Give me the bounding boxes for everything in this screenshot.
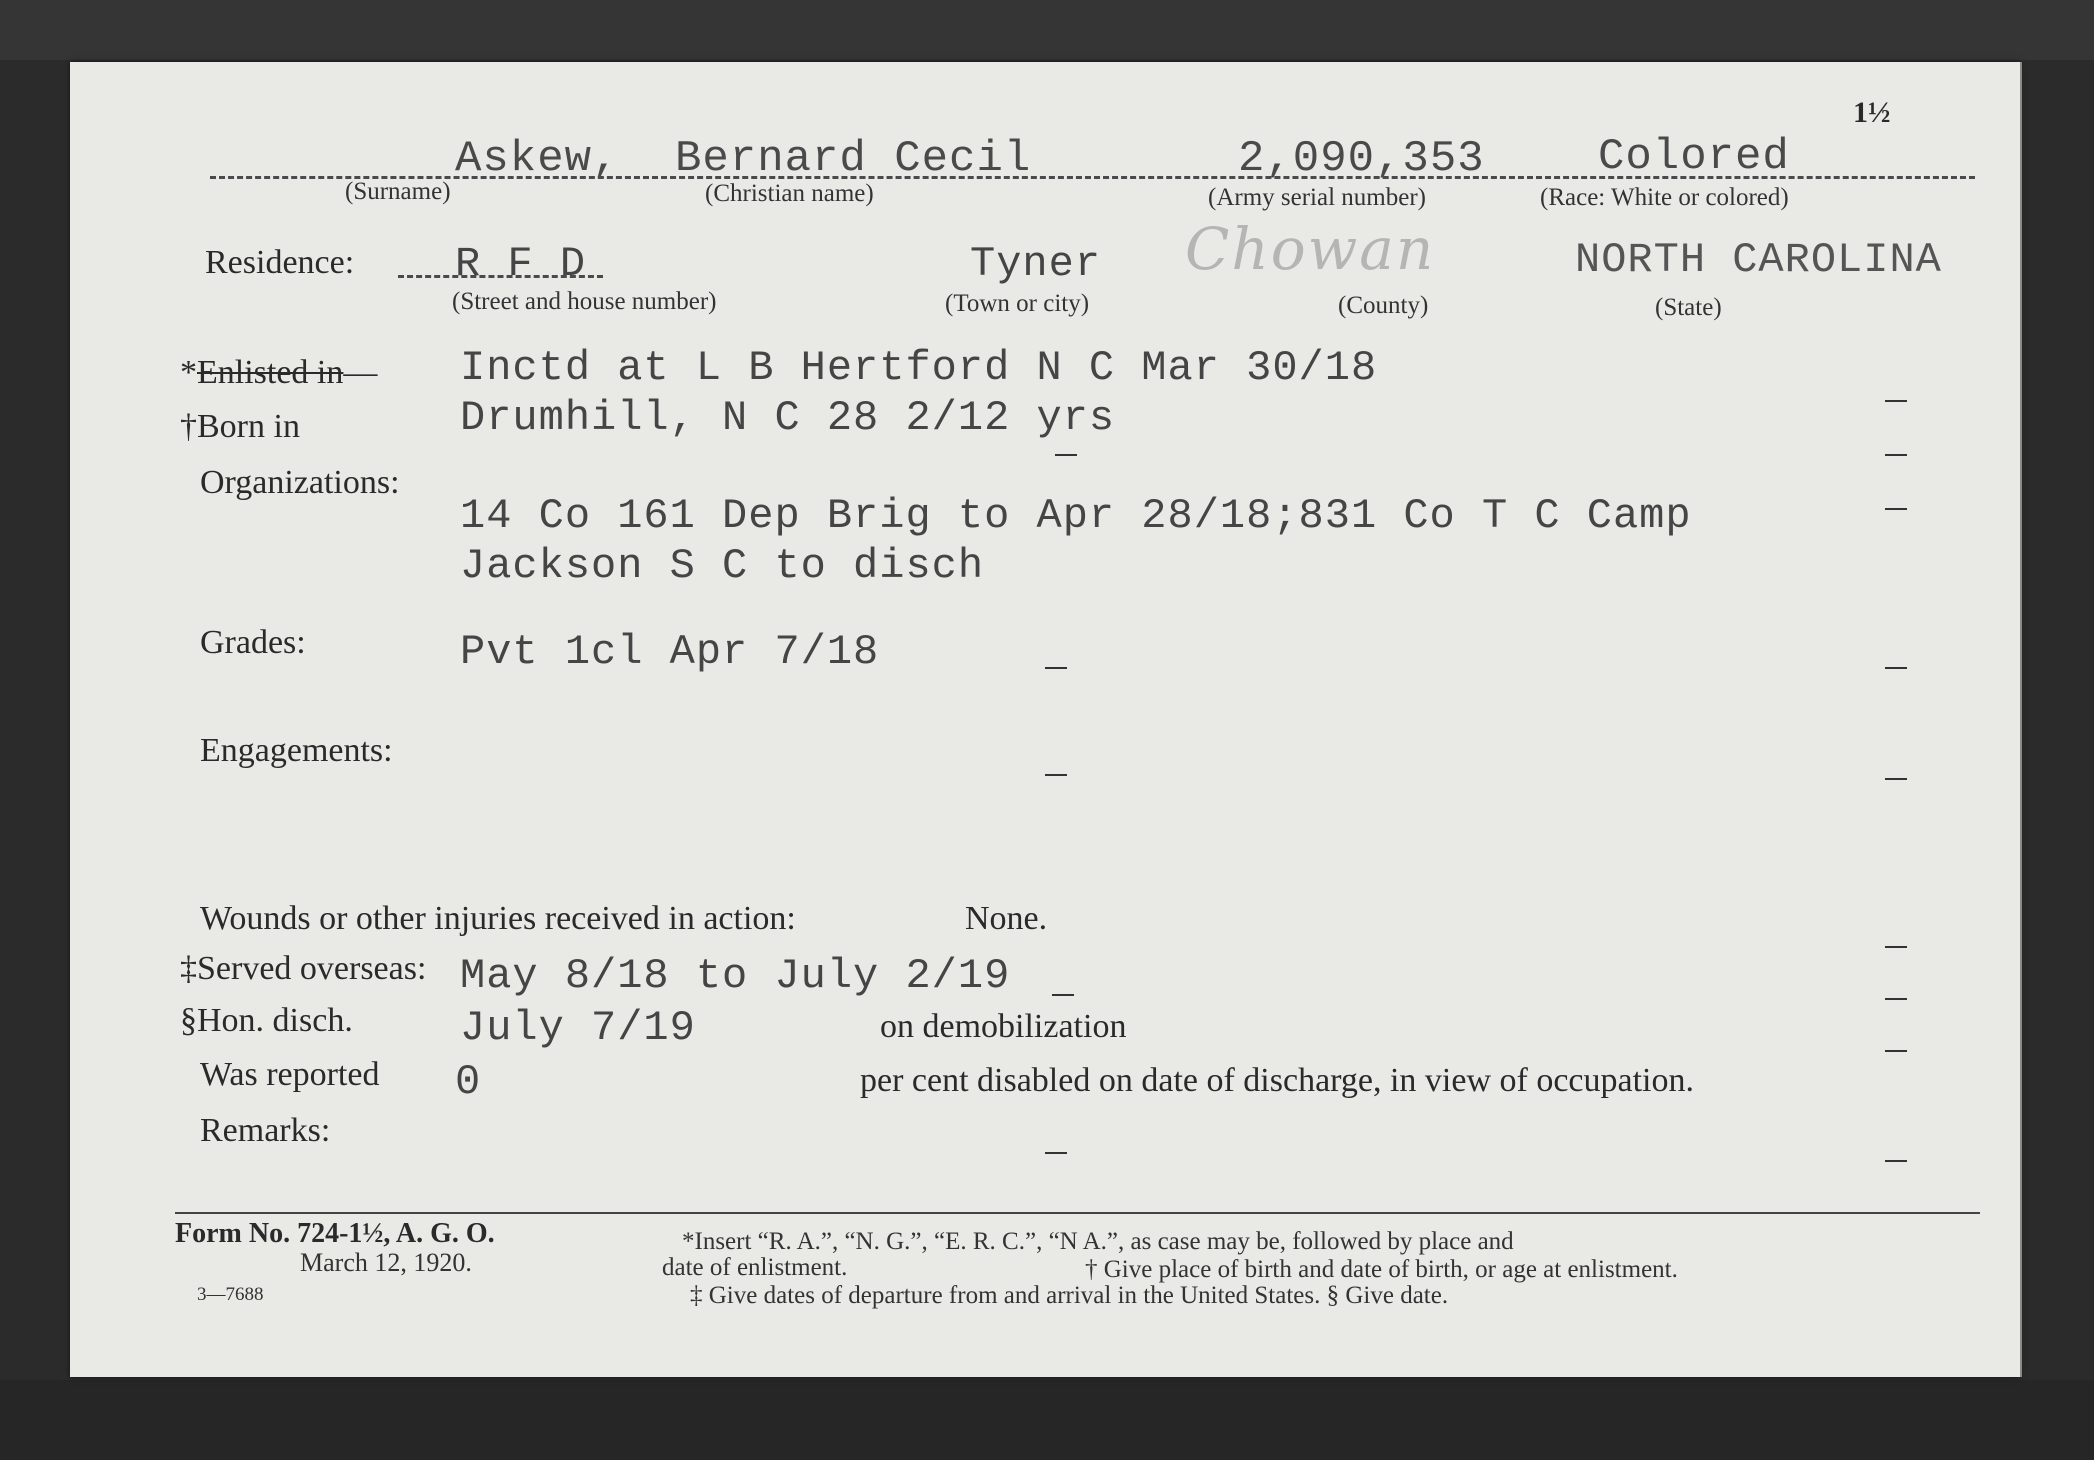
born-dash-mid	[1055, 454, 1077, 456]
race-value: Colored	[1598, 132, 1790, 182]
discharge-value: July 7/19	[460, 1004, 696, 1052]
christian-name-caption: (Christian name)	[705, 180, 874, 207]
remarks-label: Remarks:	[200, 1112, 331, 1149]
overseas-label: ‡Served overseas:	[180, 950, 427, 987]
wounds-value: None.	[965, 900, 1048, 937]
enlisted-label: Enlisted in	[197, 354, 344, 391]
print-code: 3—7688	[197, 1284, 264, 1305]
organizations-line-2: Jackson S C to disch	[460, 542, 985, 590]
reported-suffix: per cent disabled on date of discharge, in view of occupation.	[860, 1062, 1694, 1099]
enlisted-dash	[1885, 400, 1907, 402]
remarks-dash-mid	[1045, 1152, 1067, 1154]
christian-name-value: Bernard Cecil	[675, 134, 1032, 184]
overseas-dash-right	[1885, 998, 1907, 1000]
born-label: †Born in	[180, 408, 300, 445]
serial-number-value: 2,090,353	[1238, 134, 1485, 184]
footnote-line-3: ‡ Give dates of departure from and arrival in the United States. § Give date.	[690, 1282, 1449, 1309]
overseas-dash-mid	[1052, 994, 1074, 996]
street-value: R F D	[455, 240, 587, 288]
grades-label: Grades:	[200, 624, 306, 661]
enlisted-asterisk: *	[180, 354, 197, 391]
grades-dash-right	[1885, 667, 1907, 669]
grades-dash-mid	[1045, 667, 1067, 669]
footnote-line-2a: date of enlistment.	[662, 1254, 848, 1281]
grades-value: Pvt 1cl Apr 7/18	[460, 628, 880, 676]
wounds-dash	[1885, 946, 1907, 948]
reported-value: 0	[455, 1058, 482, 1106]
residence-label: Residence:	[205, 244, 355, 281]
card-edge	[2020, 62, 2022, 1377]
state-value: NORTH CAROLINA	[1575, 236, 1942, 284]
footnote-line-1: *Insert “R. A.”, “N. G.”, “E. R. C.”, “N A.”, as case may be, followed by place and	[682, 1228, 1514, 1255]
footnote-line-2b: † Give place of birth and date of birth, or age at enlistment.	[1085, 1256, 1678, 1283]
enlisted-value: Inctd at L B Hertford N C Mar 30/18	[460, 344, 1378, 392]
county-caption: (County)	[1338, 292, 1429, 319]
surname-caption: (Surname)	[345, 178, 451, 205]
form-number: Form No. 724-1½, A. G. O.	[175, 1218, 495, 1249]
born-value: Drumhill, N C 28 2/12 yrs	[460, 394, 1116, 442]
discharge-label: §Hon. disch.	[180, 1002, 353, 1039]
engagements-dash-mid	[1045, 774, 1067, 776]
street-caption: (Street and house number)	[452, 288, 717, 315]
organizations-label: Organizations:	[200, 464, 400, 501]
scan-background-bottom	[0, 1380, 2094, 1460]
born-dash-right	[1885, 454, 1907, 456]
service-record-card	[70, 62, 2020, 1377]
discharge-dash	[1885, 1050, 1907, 1052]
reported-label: Was reported	[200, 1056, 380, 1093]
engagements-dash-right	[1885, 778, 1907, 780]
enlisted-field-label: *Enlisted in—	[180, 354, 378, 391]
remarks-dash-right	[1885, 1160, 1907, 1162]
town-caption: (Town or city)	[945, 290, 1090, 317]
race-caption: (Race: White or colored)	[1540, 184, 1789, 211]
serial-number-caption: (Army serial number)	[1208, 184, 1426, 211]
scan-background-top	[0, 0, 2094, 60]
surname-value: Askew,	[455, 134, 620, 184]
county-value: Chowan	[1185, 215, 1436, 283]
organizations-line-1: 14 Co 161 Dep Brig to Apr 28/18;831 Co T C Camp	[460, 492, 1692, 540]
form-date: March 12, 1920.	[300, 1248, 472, 1277]
engagements-label: Engagements:	[200, 732, 393, 769]
discharge-reason: on demobilization	[880, 1008, 1127, 1045]
overseas-value: May 8/18 to July 2/19	[460, 952, 1011, 1000]
footer-rule	[175, 1212, 1980, 1214]
wounds-label: Wounds or other injuries received in action:	[200, 900, 796, 937]
state-caption: (State)	[1655, 294, 1722, 321]
organizations-dash	[1885, 508, 1907, 510]
town-value: Tyner	[970, 240, 1102, 288]
card-corner-number: 1½	[1853, 96, 1891, 129]
